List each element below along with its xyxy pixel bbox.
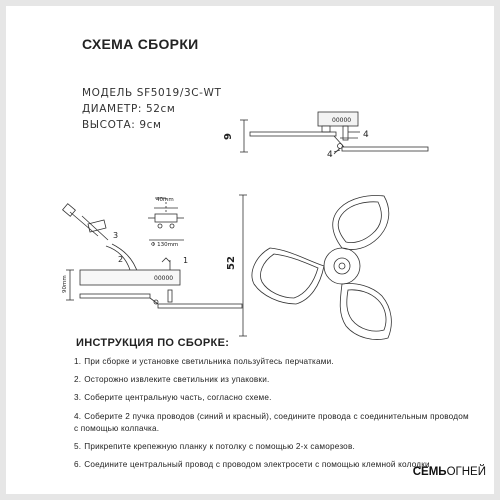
- top-diameter-label: 52: [226, 256, 237, 270]
- center-hub: [324, 248, 360, 284]
- dim-40mm-label: 40mm: [156, 197, 174, 203]
- height-line: ВЫСОТА: 9см: [82, 119, 162, 131]
- brand-logo: СЕМЬОГНЕЙ: [412, 466, 486, 478]
- side-arm-right: [342, 147, 428, 151]
- top-view: [239, 195, 391, 340]
- model-line: МОДЕЛЬ SF5019/3С-WT: [82, 87, 222, 99]
- side-height-label: 9: [223, 133, 234, 140]
- instruction-step: 6. Соедините центральный провод с проводом электросети с помощью клемной колодки.: [74, 459, 433, 469]
- body-box-label: 00000: [154, 275, 174, 282]
- dim-90mm-label: 90mm: [62, 275, 68, 293]
- instruction-step: 4. Соберите 2 пучка проводов (синий и красный), соедините провода с соединительным проводом с помощью колпачка.: [74, 411, 469, 433]
- dim-130mm-label: Φ 130mm: [151, 242, 179, 248]
- instruction-step: 2. Осторожно извлеките светильник из упаковки.: [74, 375, 270, 385]
- mounting-bar: [155, 214, 177, 222]
- mounting-assembly: [63, 198, 242, 308]
- instruction-list: [74, 356, 474, 477]
- callout-3: 3: [113, 231, 119, 240]
- screw-left: [70, 212, 98, 236]
- diameter-line: ДИАМЕТР: 52см: [82, 103, 176, 115]
- callout-4-lower: 4: [327, 150, 333, 160]
- canopy-box-label: 00000: [332, 117, 352, 124]
- side-arm-left: [250, 132, 336, 136]
- callout-2: 2: [118, 255, 124, 264]
- instruction-step: 1. При сборке и установке светильника пользуйтесь перчатками.: [74, 357, 334, 366]
- instructions-heading: ИНСТРУКЦИЯ ПО СБОРКЕ:: [76, 337, 230, 349]
- instruction-step: 5. Прикрепите крепежную планку к потолку с помощью 2-х саморезов.: [74, 441, 355, 451]
- callout-4-upper: 4: [363, 130, 369, 140]
- callout-1: 1: [183, 256, 189, 265]
- instruction-step: 3. Соберите центральную часть, согласно схеме.: [74, 393, 272, 403]
- page-title: СХЕМА СБОРКИ: [82, 36, 199, 52]
